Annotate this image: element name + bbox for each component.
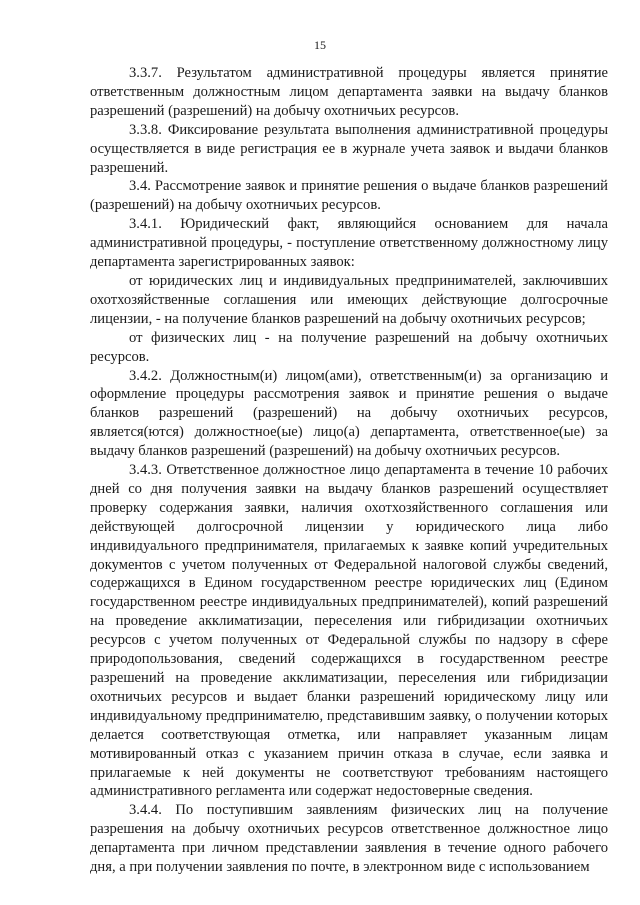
paragraph-3-4-2: 3.4.2. Должностным(и) лицом(ами), ответственным(и) за организацию и оформление процедуры рассмотрения заявок и принятие решения о выдаче бланков разрешений (разрешений) на добычу охотничьих ресурсов, является(ются) должностное(ые) лицо(а) департамента, ответственное(ые) за выдачу бланков разрешений (разрешений) на добычу охотничьих ресурсов. xyxy=(90,367,608,460)
paragraph-3-4-3: 3.4.3. Ответственное должностное лицо департамента в течение 10 рабочих дней со дня получения заявки на выдачу бланков разрешений осуществляет проверку содержания заявки, наличия охотхозяйственного соглашения или действующей долгосрочной лицензии у юридического лица либо индивидуального предпринимателя, прилагаемых к заявке копий учредительных документов с учетом полученных от Федеральной налоговой службы сведений, содержащихся в Едином государственном реестре юридических лиц (Едином государственном реестре индивидуальных предпринимателей), копий разрешений на проведение акклиматизации, переселения или гибридизации охотничьих ресурсов с учетом полученных от Федеральной службы по надзору в сфере природопользования, сведений содержащихся в государственном реестре разрешений на проведение акклиматизации, переселения или гибридизации охотничьих ресурсов и выдает бланки разрешений юридическому лицу или индивидуальному предпринимателю, представившим заявку, о получении которых делается соответствующая отметка, или направляет указанным лицам мотивированный отказ с указанием причин отказа в случае, если заявка и прилагаемые к ней документы не соответствуют требованиям настоящего административного регламента или содержат недостоверные сведения. xyxy=(90,462,608,800)
paragraph-3-4-1-legal-entities: от юридических лиц и индивидуальных предпринимателей, заключивших охотхозяйственные соглашения или имеющих действующие долгосрочные лицензии, - на получение бланков разрешений на добычу охотничьих ресурсов; xyxy=(90,272,608,327)
paragraph-3-4-1-individuals: от физических лиц - на получение разрешений на добычу охотничьих ресурсов. xyxy=(90,329,608,365)
document-body xyxy=(90,64,608,877)
paragraph-3-3-8: 3.3.8. Фиксирование результата выполнения административной процедуры осуществляется в виде регистрация ее в журнале учета заявок и выдачи бланков разрешений. xyxy=(90,121,608,176)
paragraph-3-3-7: 3.3.7. Результатом административной процедуры является принятие ответственным должностным лицом департамента заявки на выдачу бланков разрешений (разрешений) на добычу охотничьих ресурсов. xyxy=(90,65,608,119)
paragraph-3-4-1: 3.4.1. Юридический факт, являющийся основанием для начала административной процедуры, - поступление ответственному должностному лицу департамента зарегистрированных заявок: xyxy=(90,216,608,271)
paragraph-3-4: 3.4. Рассмотрение заявок и принятие решения о выдаче бланков разрешений (разрешений) на добычу охотничьих ресурсов. xyxy=(90,178,608,214)
page-number: 15 xyxy=(314,38,326,52)
paragraph-3-4-4: 3.4.4. По поступившим заявлениям физических лиц на получение разрешения на добычу охотничьих ресурсов ответственное должностное лицо департамента при личном представлении заявления в течение одного рабочего дня, а при получении заявления по почте, в электронном виде с использованием xyxy=(90,802,608,876)
